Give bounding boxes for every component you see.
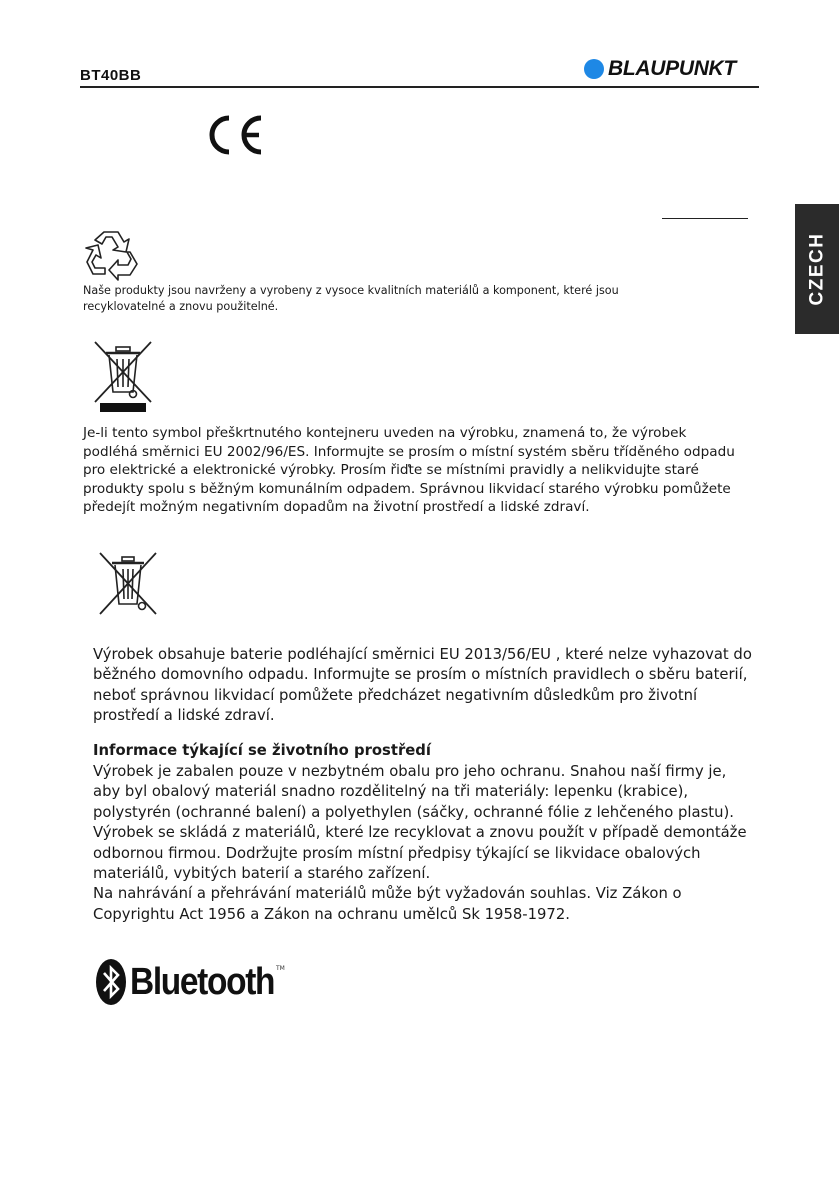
crossed-bin-battery-icon: [98, 551, 158, 616]
environment-heading: Informace týkající se životního prostředí: [93, 742, 431, 759]
environment-section: [93, 762, 753, 925]
copyright-text: Na nahrávání a přehrávání materiálů může být vyžadován souhlas. Viz Zákon o Copyrightu Act 1956 a Zákon na ochranu umělců Sk 1958-1972.: [93, 885, 682, 923]
header-divider: [80, 86, 759, 88]
language-label: CZECH: [806, 232, 828, 306]
trademark-symbol: TM: [276, 965, 285, 972]
environment-text: Výrobek je zabalen pouze v nezbytném obalu pro jeho ochranu. Snahou naší firmy je, aby byl obalový materiál snadno rozdělitelný na tři materiály: lepenku (krabice), polystyrén (ochranné balení) a polyethylen (sáčky, ochranné fólie z lehčeného plastu). Výrobek se skládá z materiálů, které lze recyklovat a znovu použít v případě demontáže odbornou firmou. Dodržujte prosím místní předpisy týkající se likvidace obalových materiálů, vybitých baterií a starého zařízení.: [93, 763, 747, 883]
brand-dot-icon: [584, 59, 604, 79]
recycling-text: Naše produkty jsou navrženy a vyrobeny z vysoce kvalitních materiálů a komponent, které jsou recyklovatelné a znovu použitelné.: [83, 284, 619, 313]
ce-mark-icon: [205, 112, 267, 158]
bluetooth-logo: [95, 958, 294, 1006]
language-tab: [795, 204, 839, 334]
brand-name: BLAUPUNKT: [608, 57, 736, 80]
recycle-icon: [82, 228, 140, 282]
battery-directive-text: Výrobek obsahuje baterie podléhající směrnici EU 2013/56/EU , které nelze vyhazovat do běžného domovního odpadu. Informujte se prosím o místních pravidlech o sběru baterií, neboť správnou likvidací pomůžete předcházet negativním důsledkům pro životní prostředí a lidské zdraví.: [93, 646, 752, 725]
crossed-bin-icon: [92, 340, 154, 413]
model-number: BT40BB: [80, 67, 142, 84]
small-divider: [662, 218, 748, 219]
brand-logo: [584, 57, 736, 81]
weee-directive-text: Je-li tento symbol přeškrtnutého kontejneru uveden na výrobku, znamená to, že výrobek podléhá směrnici EU 2002/96/ES. Informujte se prosím o místní systém sběru tříděného odpadu pro elektrické a elektronické výrobky. Prosím řiďte se místními pravidly a nelikvidujte staré produkty spolu s běžným komunálním odpadem. Správnou likvidací starého výrobku pomůžete předejít možným negativním dopadům na životní prostředí a lidské zdraví.: [83, 425, 735, 515]
bluetooth-wordmark: Bluetooth: [130, 960, 275, 1003]
bluetooth-rune-icon: [95, 958, 127, 1006]
